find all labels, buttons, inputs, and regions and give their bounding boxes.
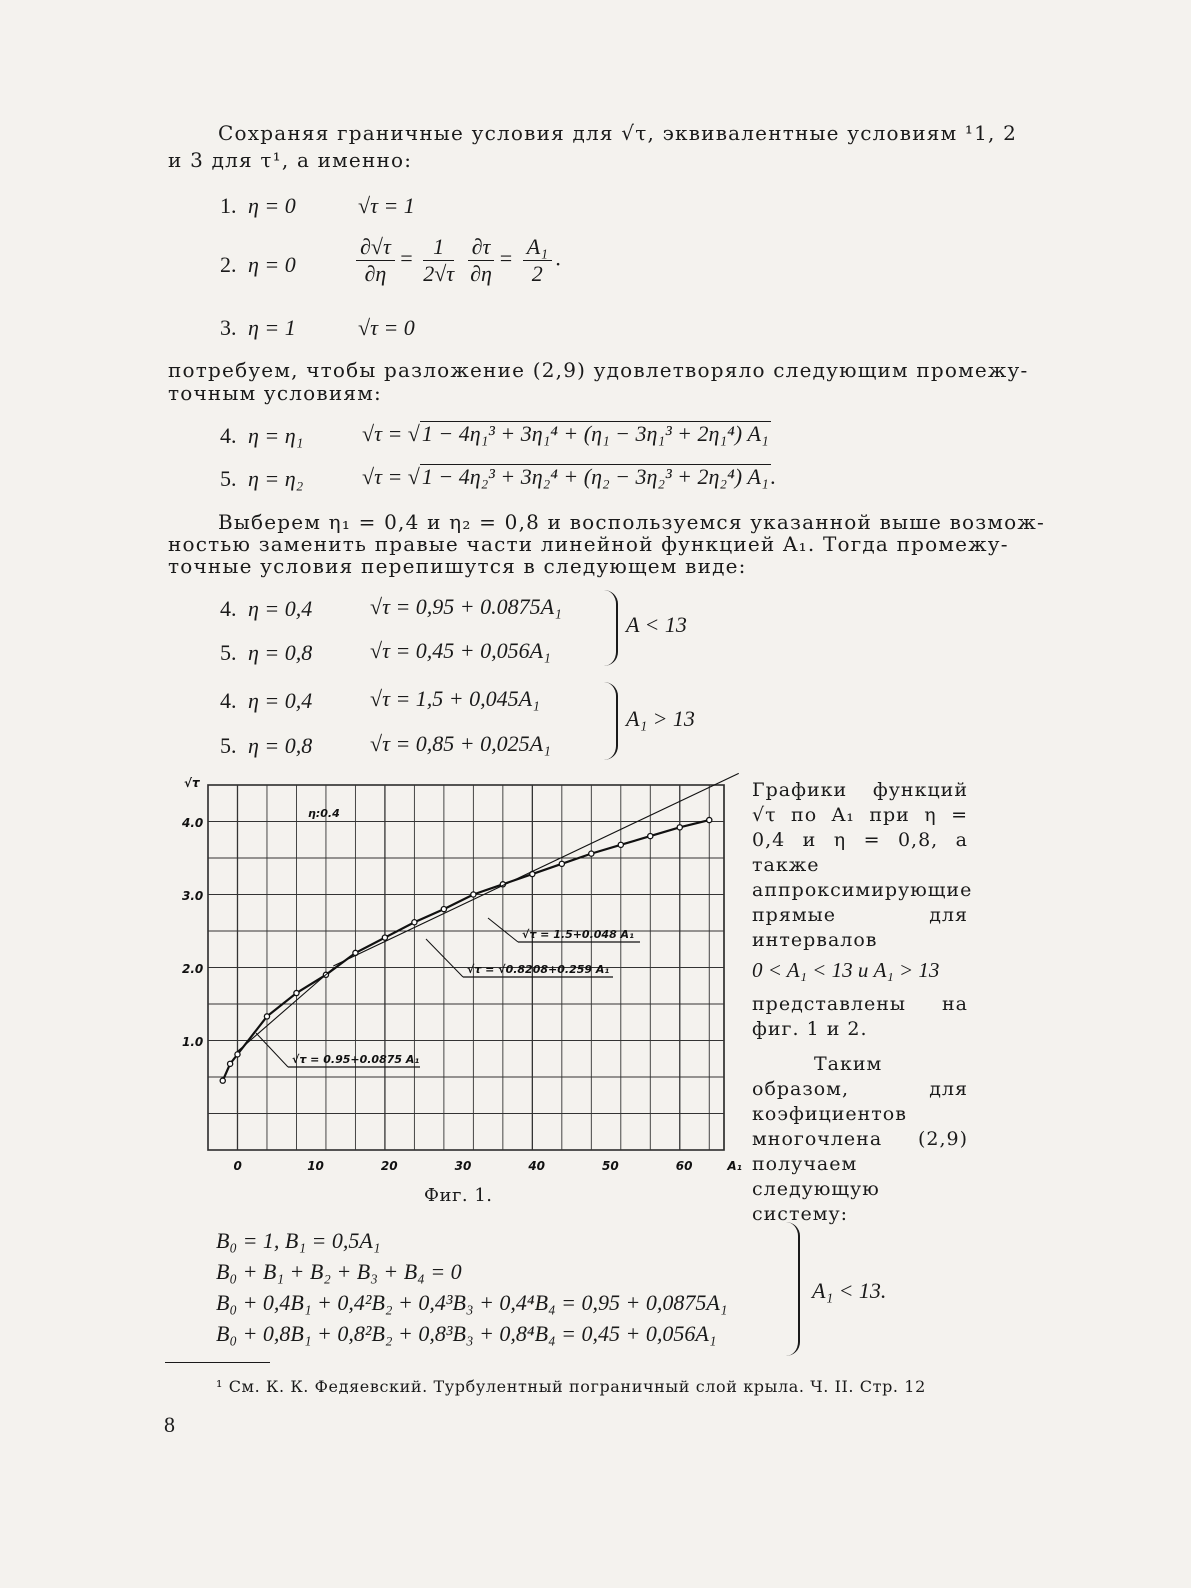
figure-caption: Фиг. 1. — [424, 1185, 493, 1206]
system-line-4: B₀ + 0,8B₁ + 0,8²B₂ + 0,8³B₃ + 0,8⁴B₄ = 0,45 + 0,056A₁ — [216, 1321, 717, 1346]
figure-1-chart — [178, 773, 742, 1178]
y-axis-label: √τ — [184, 776, 200, 790]
curve-point — [648, 834, 653, 839]
system-line-1: B₀ = 1, B₁ = 0,5A₁ — [216, 1228, 381, 1253]
lin3-cond: η = 0,4 — [248, 688, 313, 713]
ic4-expr: √τ = √1 − 4η₁³ + 3η₁⁴ + (η₁ − 3η₁³ + 2η₁⁴) A₁ — [362, 421, 769, 446]
bc1-cond: η = 0 — [248, 193, 296, 218]
lin1-expr: √τ = 0,95 + 0.0875A₁ — [370, 594, 562, 619]
bc1-num: 1. — [220, 193, 237, 218]
lin1-cond: η = 0,4 — [248, 596, 313, 621]
chart-title: η:0.4 — [308, 807, 340, 820]
bc3-expr: √τ = 0 — [358, 315, 415, 340]
bc2-num: 2. — [220, 252, 237, 277]
system-line-2: B₀ + B₁ + B₂ + B₃ + B₄ = 0 — [216, 1259, 462, 1284]
frac-lhs: $\frac{\partial√\tau}{\partial\eta}$ — [356, 234, 395, 287]
range-high: A₁ > 13 — [626, 706, 695, 731]
curve-point — [441, 907, 446, 912]
x-tick-label: 30 — [454, 1159, 472, 1173]
side-range: 0 < A₁ < 13 и A₁ > 13 — [752, 958, 940, 982]
annotation-label: √τ = 1.5+0.048 A₁ — [522, 928, 634, 941]
curve-point — [382, 935, 387, 940]
bc3-cond: η = 1 — [248, 315, 296, 340]
frac-result: $\frac{\text{A₁}}{2}$ — [523, 234, 552, 287]
system-condition: A₁ < 13. — [812, 1278, 887, 1303]
lin2-cond: η = 0,8 — [248, 640, 313, 665]
annotation-label: √τ = √0.8208+0.259 A₁ — [467, 963, 610, 976]
y-tick-label: 3.0 — [182, 888, 204, 903]
curve-line — [223, 820, 710, 1081]
side-text-1: Графики функций √τ по A₁ при η = 0,4 и η = 0,8, а также аппроксимирующие прямые для интервалов — [752, 779, 973, 951]
chart-series — [220, 773, 739, 1083]
curve-point — [677, 825, 682, 830]
curve-point — [220, 1078, 225, 1083]
ic4-num: 4. — [220, 423, 237, 448]
system-line-3: B₀ + 0,4B₁ + 0,4²B₂ + 0,4³B₃ + 0,4⁴B₄ = 0,95 + 0,0875A₁ — [216, 1290, 728, 1315]
curve-point — [589, 851, 594, 856]
page-number: 8 — [164, 1412, 175, 1437]
x-tick-label: 20 — [380, 1159, 398, 1173]
curve-point — [264, 1014, 269, 1019]
para3-line-1: Выберем η₁ = 0,4 и η₂ = 0,8 и воспользуемся указанной выше возмож- — [218, 510, 1045, 534]
x-tick-label: 10 — [307, 1159, 324, 1173]
intro-line-1: Сохраняя граничные условия для √τ, эквивалентные условиям ¹1, 2 — [218, 121, 1018, 145]
chart-labels — [256, 918, 640, 1067]
curve-point — [471, 892, 476, 897]
bc2-cond: η = 0 — [248, 252, 296, 277]
brace-high — [602, 682, 618, 760]
side-text-2: представлены на фиг. 1 и 2. — [752, 993, 968, 1040]
curve-point — [707, 817, 712, 822]
intro-line-2: и 3 для τ¹, а именно: — [168, 148, 413, 172]
lin2-expr: √τ = 0,45 + 0,056A₁ — [370, 638, 551, 663]
chart-grid — [208, 785, 724, 1150]
para2-line-1: потребуем, чтобы разложение (2,9) удовлетворяло следующим промежу- — [168, 358, 1029, 382]
ic4-cond: η = η₁ — [248, 423, 304, 448]
ic5-expr: √τ = √1 − 4η₂³ + 3η₂⁴ + (η₂ − 3η₂³ + 2η₂⁴) A₁. — [362, 464, 777, 489]
curve-point — [294, 990, 299, 995]
curve-point — [412, 920, 417, 925]
ic5-cond: η = η₂ — [248, 466, 304, 491]
curve-point — [235, 1052, 240, 1057]
system-brace — [782, 1222, 800, 1356]
annotation-leader — [426, 939, 463, 977]
approx-line — [237, 968, 333, 1051]
y-tick-label: 4.0 — [182, 815, 204, 830]
bc1-expr: √τ = 1 — [358, 193, 415, 218]
y-tick-label: 2.0 — [182, 961, 204, 976]
range-low: A < 13 — [626, 612, 687, 637]
x-tick-label: 50 — [602, 1159, 619, 1173]
footnote: ¹ См. К. К. Федяевский. Турбулентный пограничный слой крыла. Ч. II. Стр. 12 — [216, 1377, 926, 1396]
footnote-rule — [165, 1362, 270, 1363]
x-tick-label: A₁ — [727, 1159, 742, 1173]
frac-right: $\frac{\partial\tau}{\partial\eta}$ — [468, 234, 495, 287]
bc2-expr: $\frac{\partial√\tau}{\partial\eta}$ = $\frac{1}{2√\tau}$ $\frac{\partial\tau}{\partial\eta}$ = $\frac{\text{A₁}}{2}$ . — [352, 234, 561, 287]
annotation-leader — [256, 1033, 288, 1067]
y-tick-label: 1.0 — [182, 1034, 204, 1049]
side-text-3: Таким образом, для коэфициентов многочлена (2,9) получаем следующую систему: — [752, 1053, 968, 1225]
para3-line-3: точные условия перепишутся в следующем виде: — [168, 554, 747, 578]
annotation-label: √τ = 0.95+0.0875 A₁ — [292, 1053, 420, 1066]
para3-line-2: ностью заменить правые части линейной функцией A₁. Тогда промежу- — [168, 532, 1009, 556]
x-tick-label: 0 — [233, 1159, 242, 1173]
x-tick-label: 60 — [675, 1159, 693, 1173]
ic5-num: 5. — [220, 466, 237, 491]
lin1-num: 4. — [220, 596, 237, 621]
lin4-num: 5. — [220, 733, 237, 758]
curve-point — [618, 842, 623, 847]
curve-point — [559, 861, 564, 866]
bc3-num: 3. — [220, 315, 237, 340]
curve-point — [228, 1061, 233, 1066]
lin3-expr: √τ = 1,5 + 0,045A₁ — [370, 686, 540, 711]
frac-mid: $\frac{1}{2√\tau}$ — [423, 234, 455, 286]
x-tick-label: 40 — [528, 1159, 546, 1173]
lin3-num: 4. — [220, 688, 237, 713]
lin2-num: 5. — [220, 640, 237, 665]
lin4-expr: √τ = 0,85 + 0,025A₁ — [370, 731, 551, 756]
lin4-cond: η = 0,8 — [248, 733, 313, 758]
para2-line-2: точным условиям: — [168, 381, 382, 405]
brace-low — [602, 590, 618, 666]
